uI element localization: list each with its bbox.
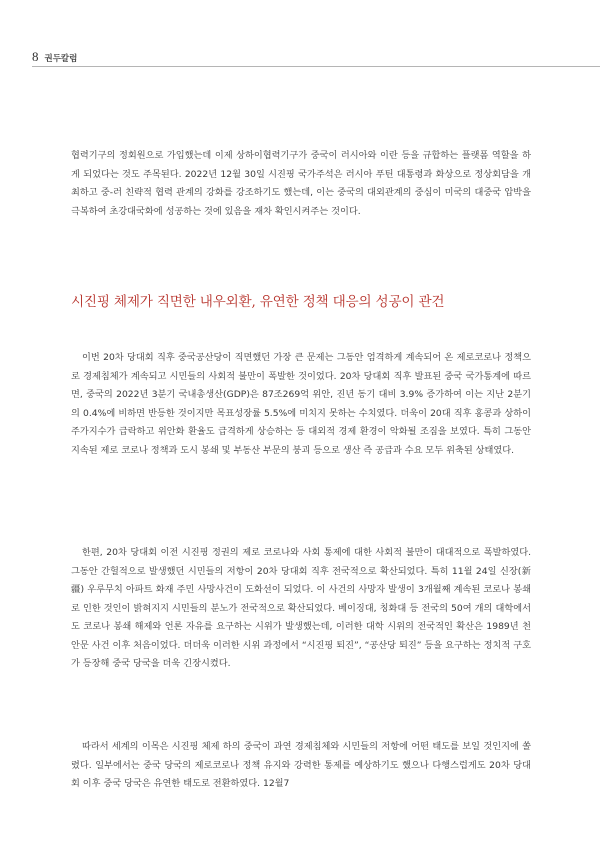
header-divider: [32, 66, 600, 67]
section-name: 권두칼럼: [44, 54, 78, 64]
running-header: [32, 49, 77, 65]
page-number: 8: [32, 49, 39, 64]
paragraph-3: 한편, 20차 당대회 이전 시진핑 정권의 제로 코로나와 사회 통제에 대한 사회적 불만이 대대적으로 폭발하였다. 그동안 간헐적으로 발생했던 시민들의 저항이 20차 당대회 직후 전국적으로 확산되었다. 특히 11월 24일 신장(新疆) 우루무치 아파트 화재 주민 사망사건이 도화선이 되었다. 이 사건의 사망자 발생이 3개월째 계속된 코로나 봉쇄로 인한 것인이 밝혀지지 시민들의 분노가 전국적으로 확산되었다. 베이징대, 칭화대 등 전국의 50여 개의 대학에서도 코로나 봉쇄 해제와 언론 자유를 요구하는 시위가 발생했는데, 이러한 대학 시위의 전국적인 확산은 1989년 천안문 사건 이후 처음이었다. 더더욱 이러한 시위 과정에서 “시진핑 퇴진”, “공산당 퇴진” 등을 요구하는 정치적 구호가 등장해 중국 당국을 더욱 긴장시켰다.: [71, 547, 531, 669]
section-heading: 시진핑 체제가 직면한 내우외환, 유연한 정책 대응의 성공이 관건: [71, 294, 445, 310]
paragraph-4: 따라서 세계의 이목은 시진핑 체제 하의 중국이 과연 경제침체와 시민들의 저항에 어떤 태도를 보일 것인지에 쏠렸다. 일부에서는 중국 당국의 제로코로나 정책 유지와 강력한 통제를 예상하기도 했으나 다행스럽게도 20차 당대회 이후 중국 당국은 유연한 태도로 전환하였다. 12월7: [71, 741, 531, 789]
paragraph-1: 협력기구의 정회원으로 가입했는데 이제 상하이협력기구가 중국이 러시아와 이란 등을 규합하는 플랫폼 역할을 하게 되었다는 것도 주목된다. 2022년 12월 30일 시진핑 국가주석은 러시아 푸틴 대통령과 화상으로 정상회담을 개최하고 중-러 친략적 협력 관계의 강화를 강조하기도 했는데, 이는 중국의 대외관계의 중심이 미국의 대중국 압박을 극복하여 초강대국화에 성공하는 것에 있음을 재차 확인시켜주는 것이다.: [71, 150, 531, 217]
paragraph-2: 이번 20차 당대회 직후 중국공산당이 직면했던 가장 큰 문제는 그동안 엄격하게 계속되어 온 제로코로나 정책으로 경제침체가 계속되고 시민들의 사회적 불만이 폭발한 것이었다. 20차 당대회 직후 발표된 중국 국가통계에 따르면, 중국의 2022년 3분기 국내총생산(GDP)은 87조269억 위안, 진년 동기 대비 3.9% 증가하여 이는 지난 2분기의 0.4%에 비하면 반등한 것이지만 목표성장률 5.5%에 미치지 못하는 수치였다. 더욱이 20대 직후 홍콩과 상하이 주가지수가 급락하고 위안화 환율도 급격하게 상승하는 등 대외적 경제 환경이 악화될 조짐을 보였다. 특히 그동안 지속된 제로 코로나 정책과 도시 봉쇄 및 부동산 부문의 붕괴 등으로 생산 즉 공급과 수요 모두 위축된 상태였다.: [71, 352, 531, 456]
